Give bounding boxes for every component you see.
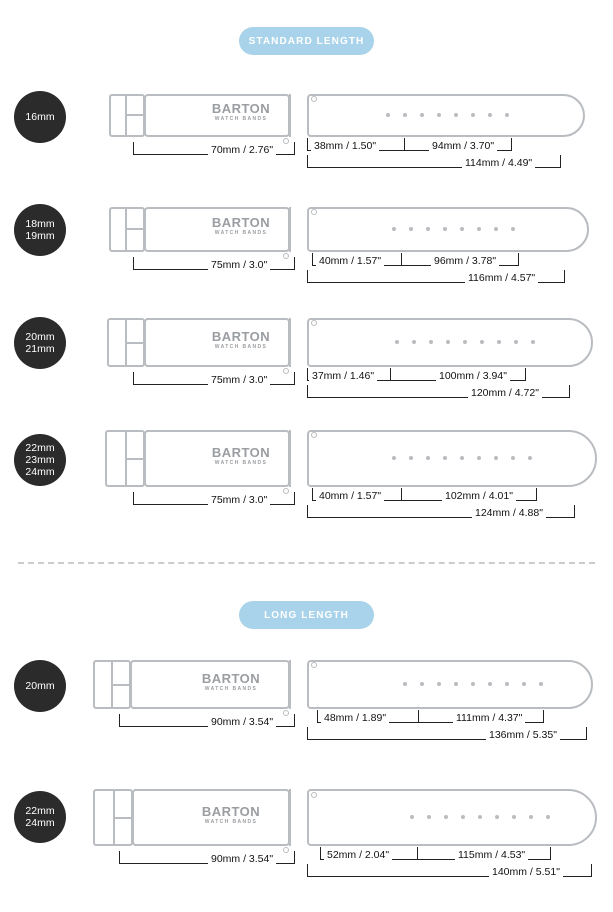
spring-bar-icon: [311, 320, 317, 326]
buckle-tongue: [127, 228, 143, 230]
buckle-tongue: [113, 684, 129, 686]
strap-hole: [528, 456, 532, 460]
row-22-23-24mm: [0, 428, 613, 538]
buckle-tongue: [115, 817, 131, 819]
size-label: 19mm: [25, 230, 55, 242]
size-label: 21mm: [25, 343, 55, 355]
section-divider: [18, 562, 595, 564]
strap-hole: [437, 113, 441, 117]
strap-hole: [429, 340, 433, 344]
brand-logo: [196, 330, 286, 351]
strap-hole: [471, 682, 475, 686]
row-long-22-24mm: [0, 789, 613, 899]
strap-hole: [454, 682, 458, 686]
brand-logo: [196, 446, 286, 467]
strap-hole: [461, 815, 465, 819]
row-18-19mm: [0, 203, 613, 303]
strap-hole: [495, 815, 499, 819]
size-label: 22mm: [25, 805, 55, 817]
strap-hole: [471, 113, 475, 117]
brand-name: BARTON: [211, 445, 271, 460]
strap-hole: [546, 815, 550, 819]
size-label: 20mm: [25, 680, 55, 692]
measure-label-right-2: 102mm / 4.01": [442, 490, 516, 502]
strap-hole: [420, 113, 424, 117]
strap-hole: [497, 340, 501, 344]
strap-hole: [531, 340, 535, 344]
strap-hole: [512, 815, 516, 819]
strap-hole: [511, 456, 515, 460]
strap-hole: [539, 682, 543, 686]
size-badge: [14, 791, 66, 843]
measure-label-left: 75mm / 3.0": [208, 494, 270, 506]
measure-label-right-total: 116mm / 4.57": [465, 272, 538, 284]
section-header-standard-label: STANDARD LENGTH: [248, 35, 365, 47]
strap-hole: [412, 340, 416, 344]
strap-hole: [494, 227, 498, 231]
buckle-tongue: [127, 458, 143, 460]
strap-right-body: [307, 430, 597, 487]
strap-left-lug: [289, 660, 291, 709]
strap-hole: [392, 227, 396, 231]
buckle-tongue: [127, 342, 143, 344]
measure-label-right-total: 140mm / 5.51": [489, 866, 563, 878]
size-label: 18mm: [25, 218, 55, 230]
measure-label-right-2: 100mm / 3.94": [436, 370, 510, 382]
measure-label-right-1: 40mm / 1.57": [316, 255, 384, 267]
strap-hole: [522, 682, 526, 686]
strap-hole: [463, 340, 467, 344]
strap-hole: [410, 815, 414, 819]
size-label: 24mm: [25, 466, 55, 478]
measure-label-left: 75mm / 3.0": [208, 259, 270, 271]
strap-hole: [477, 456, 481, 460]
row-16mm: [0, 90, 613, 190]
size-label: 22mm: [25, 442, 55, 454]
measure-label-right-1: 38mm / 1.50": [311, 140, 379, 152]
size-badge: [14, 91, 66, 143]
strap-hole: [437, 682, 441, 686]
spring-bar-icon: [311, 792, 317, 798]
strap-right-body: [307, 660, 593, 709]
strap-hole: [443, 227, 447, 231]
strap-hole: [395, 340, 399, 344]
brand-name: BARTON: [211, 329, 271, 344]
strap-hole: [386, 113, 390, 117]
strap-hole: [460, 227, 464, 231]
measure-label-right-total: 114mm / 4.49": [462, 157, 535, 169]
measure-label-left: 75mm / 3.0": [208, 374, 270, 386]
strap-left-lug: [289, 430, 291, 487]
spring-bar-icon: [311, 209, 317, 215]
brand-name: BARTON: [211, 101, 271, 116]
brand-logo: [196, 102, 286, 123]
measure-label-right-1: 52mm / 2.04": [324, 849, 392, 861]
size-label: 23mm: [25, 454, 55, 466]
strap-hole: [426, 456, 430, 460]
strap-hole: [480, 340, 484, 344]
strap-left-lug: [289, 94, 291, 137]
strap-hole: [488, 113, 492, 117]
measure-label-left: 70mm / 2.76": [208, 144, 276, 156]
strap-hole: [478, 815, 482, 819]
strap-right-body: [307, 789, 597, 846]
row-20-21mm: [0, 316, 613, 416]
brand-name: BARTON: [211, 215, 271, 230]
measure-label-right-1: 48mm / 1.89": [321, 712, 389, 724]
strap-hole: [505, 113, 509, 117]
section-header-long: [239, 601, 374, 629]
brand-subtitle: WATCH BANDS: [214, 116, 268, 122]
measure-label-right-total: 124mm / 4.88": [472, 507, 546, 519]
strap-hole: [392, 456, 396, 460]
brand-logo: [186, 805, 276, 826]
strap-hole: [427, 815, 431, 819]
brand-name: BARTON: [201, 671, 261, 686]
measure-label-right-2: 115mm / 4.53": [455, 849, 528, 861]
strap-left-lug: [289, 207, 291, 252]
size-badge: [14, 434, 66, 486]
brand-subtitle: WATCH BANDS: [204, 686, 258, 692]
strap-hole: [488, 682, 492, 686]
strap-hole: [409, 227, 413, 231]
strap-hole: [514, 340, 518, 344]
brand-logo: [196, 216, 286, 237]
measure-label-right-2: 94mm / 3.70": [429, 140, 497, 152]
strap-hole: [443, 456, 447, 460]
measure-label-left: 90mm / 3.54": [208, 716, 276, 728]
strap-hole: [477, 227, 481, 231]
brand-subtitle: WATCH BANDS: [214, 344, 268, 350]
size-badge: [14, 317, 66, 369]
brand-subtitle: WATCH BANDS: [204, 819, 258, 825]
strap-hole: [444, 815, 448, 819]
spring-bar-icon: [311, 432, 317, 438]
strap-hole: [505, 682, 509, 686]
strap-hole: [420, 682, 424, 686]
strap-hole: [403, 682, 407, 686]
strap-hole: [511, 227, 515, 231]
strap-left-lug: [289, 318, 291, 367]
section-header-standard: [239, 27, 374, 55]
strap-hole: [446, 340, 450, 344]
strap-hole: [529, 815, 533, 819]
buckle-tongue: [127, 114, 143, 116]
size-label: 20mm: [25, 331, 55, 343]
measure-label-right-2: 111mm / 4.37": [453, 712, 525, 724]
brand-subtitle: WATCH BANDS: [214, 230, 268, 236]
strap-hole: [494, 456, 498, 460]
spring-bar-icon: [311, 96, 317, 102]
measure-label-right-total: 120mm / 4.72": [468, 387, 542, 399]
strap-hole: [409, 456, 413, 460]
strap-left-lug: [289, 789, 291, 846]
strap-right-body: [307, 318, 593, 367]
size-badge: [14, 660, 66, 712]
brand-logo: [186, 672, 276, 693]
strap-hole: [460, 456, 464, 460]
strap-right-body: [307, 207, 589, 252]
strap-hole: [454, 113, 458, 117]
strap-hole: [426, 227, 430, 231]
strap-right-body: [307, 94, 585, 137]
size-label: 16mm: [25, 111, 55, 123]
size-badge: [14, 204, 66, 256]
row-long-20mm: [0, 658, 613, 768]
strap-hole: [403, 113, 407, 117]
size-label: 24mm: [25, 817, 55, 829]
measure-label-left: 90mm / 3.54": [208, 853, 276, 865]
measure-label-right-1: 37mm / 1.46": [309, 370, 377, 382]
measure-label-right-2: 96mm / 3.78": [431, 255, 499, 267]
brand-name: BARTON: [201, 804, 261, 819]
measure-label-right-1: 40mm / 1.57": [316, 490, 384, 502]
section-header-long-label: LONG LENGTH: [264, 609, 349, 621]
brand-subtitle: WATCH BANDS: [214, 460, 268, 466]
measure-label-right-total: 136mm / 5.35": [486, 729, 560, 741]
spring-bar-icon: [311, 662, 317, 668]
